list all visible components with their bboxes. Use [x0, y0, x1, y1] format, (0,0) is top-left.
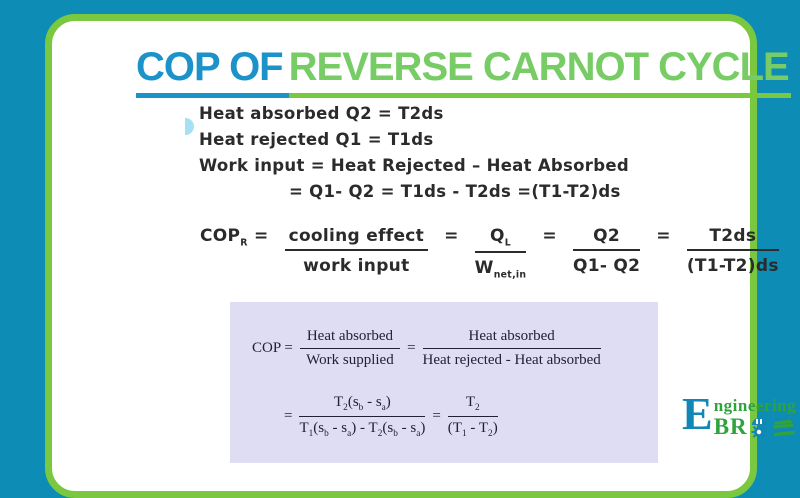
title-part-blue: COP OF: [136, 45, 289, 98]
cop-lhs: $COP_R$ =: [200, 226, 269, 249]
note-line-heat-absorbed: Heat absorbed Q2 = T2ds: [199, 104, 444, 123]
equals-sign: =: [542, 226, 557, 246]
title-part-green: REVERSE CARNOT CYCLE: [289, 45, 791, 98]
equals-sign: =: [656, 226, 671, 246]
note-line-heat-rejected: Heat rejected Q1 = T1ds: [199, 130, 434, 149]
books-stack-icon: [770, 415, 796, 439]
fraction-t2ds: $\frac{T2ds}{(T1-T2)ds}$: [686, 226, 779, 276]
gear-helmet-icon: [748, 416, 770, 439]
equals-sign: =: [407, 340, 416, 356]
fraction-t2-t1minust2: $\frac{T_2}{(T_1 - T_2)}$: [447, 394, 498, 439]
formula-cop-label: COP =: [252, 340, 293, 356]
fraction-ql-wnet: $\frac{Q_L}{W_{net,in}}$: [474, 226, 527, 281]
fraction-absorbed-supplied: Heat absorbed Work supplied: [300, 328, 400, 369]
engineering-bro-logo: [682, 388, 797, 439]
fraction-t2-entropy: $\frac{T_2(s_b - s_a)}{T_1(s_b - s_a) - T_2(s_b - s_a)}$: [299, 394, 426, 439]
note-line-work-input: Work input = Heat Rejected – Heat Absorbed: [199, 156, 629, 175]
fraction-absorbed-rejected: Heat absorbed Heat rejected - Heat absorbed: [422, 328, 601, 368]
fraction-cooling-effect: $\frac{\text{cooling effect}}{\text{work input}}$: [285, 226, 429, 276]
cursor-marker-icon: [185, 118, 194, 135]
formula-row-1: [252, 328, 608, 369]
logo-text-block: [714, 393, 796, 439]
slide-card: [45, 14, 797, 498]
equals-sign: =: [284, 408, 293, 424]
logo-letter-e: E: [682, 388, 713, 439]
logo-ngineering-text: ngineering: [713, 396, 797, 415]
equals-sign: =: [432, 408, 441, 424]
note-line-work-expansion: = Q1- Q2 = T1ds - T2ds =(T1-T2)ds: [289, 182, 621, 201]
cop-definition-row: [200, 226, 795, 281]
formula-row-2: [284, 394, 505, 439]
logo-bottom-row: [714, 415, 796, 439]
derivation-notes: [199, 101, 629, 205]
printed-formula-box: [230, 302, 658, 463]
equals-sign: =: [444, 226, 459, 246]
page-title: [136, 45, 791, 98]
fraction-q2-q1q2: $\frac{Q2}{Q1- Q2}$: [572, 226, 641, 276]
logo-br-text: BR: [713, 414, 748, 439]
